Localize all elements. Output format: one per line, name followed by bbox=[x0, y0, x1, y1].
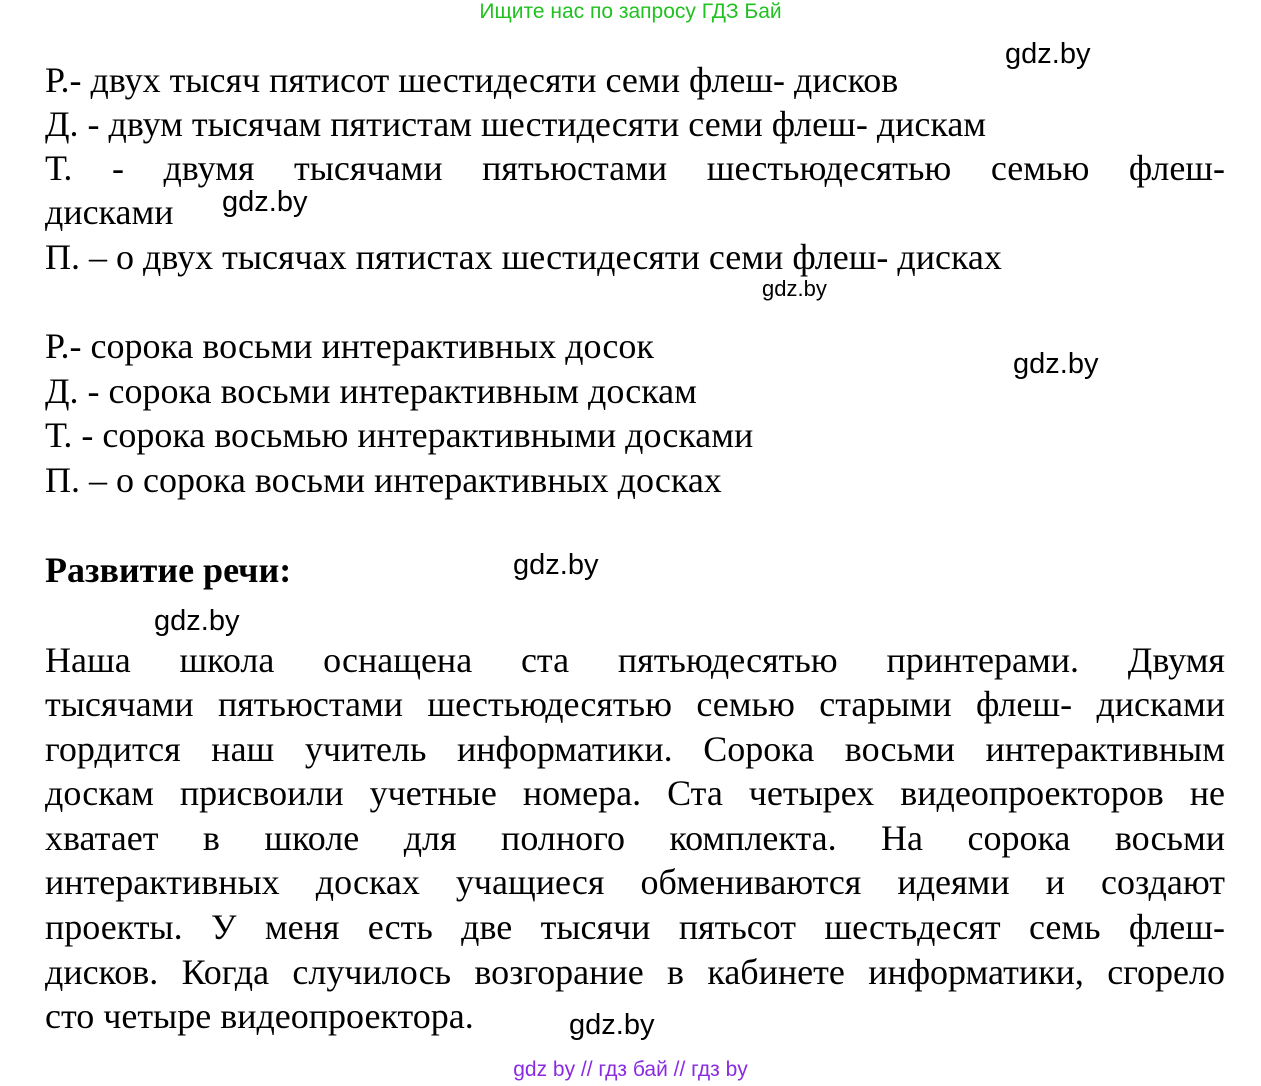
watermark: gdz.by bbox=[154, 605, 240, 637]
case-instrumental-flash-cont: дисками bbox=[45, 192, 174, 232]
speech-line-2: тысячами пятьюстами шестьюдесятью семью старыми флеш- дисками bbox=[45, 684, 1225, 724]
speech-line-9: сто четыре видеопроектора. bbox=[45, 996, 474, 1036]
speech-line-5: хватает в школе для полного комплекта. На сорока восьми bbox=[45, 818, 1225, 858]
case-dative-flash: Д. - двум тысячам пятистам шестидесяти семи флеш- дискам bbox=[45, 104, 987, 144]
speech-heading: Развитие речи: bbox=[45, 550, 292, 590]
watermark: gdz.by bbox=[222, 186, 308, 218]
case-genitive-flash: Р.- двух тысяч пятисот шестидесяти семи флеш- дисков bbox=[45, 60, 899, 100]
watermark: gdz.by bbox=[1013, 348, 1099, 380]
speech-line-6: интерактивных досках учащиеся обмениваются идеями и создают bbox=[45, 862, 1225, 902]
watermark: gdz.by bbox=[513, 549, 599, 581]
case-instrumental-flash: Т. - двумя тысячами пятьюстами шестьюдесятью семью флеш- bbox=[45, 148, 1225, 188]
watermark: gdz.by bbox=[762, 276, 827, 301]
speech-line-1: Наша школа оснащена ста пятьюдесятью принтерами. Двумя bbox=[45, 640, 1225, 680]
watermark: gdz.by bbox=[1005, 38, 1091, 70]
speech-line-8: дисков. Когда случилось возгорание в кабинете информатики, сгорело bbox=[45, 952, 1225, 992]
speech-line-4: доскам присвоили учетные номера. Ста четырех видеопроекторов не bbox=[45, 773, 1225, 813]
watermark: gdz.by bbox=[569, 1009, 655, 1041]
case-prepositional-flash: П. – о двух тысячах пятистах шестидесяти семи флеш- дисках bbox=[45, 237, 1002, 277]
footer-links: gdz by // гдз бай // гдз by bbox=[513, 1058, 748, 1081]
case-genitive-boards: Р.- сорока восьми интерактивных досок bbox=[45, 326, 654, 366]
speech-line-3: гордится наш учитель информатики. Сорока восьми интерактивным bbox=[45, 729, 1225, 769]
case-instrumental-boards: Т. - сорока восьмью интерактивными досками bbox=[45, 415, 754, 455]
top-banner: Ищите нас по запросу ГДЗ Бай bbox=[479, 0, 782, 23]
speech-line-7: проекты. У меня есть две тысячи пятьсот шестьдесят семь флеш- bbox=[45, 907, 1225, 947]
case-dative-boards: Д. - сорока восьми интерактивным доскам bbox=[45, 371, 697, 411]
case-prepositional-boards: П. – о сорока восьми интерактивных досках bbox=[45, 460, 722, 500]
